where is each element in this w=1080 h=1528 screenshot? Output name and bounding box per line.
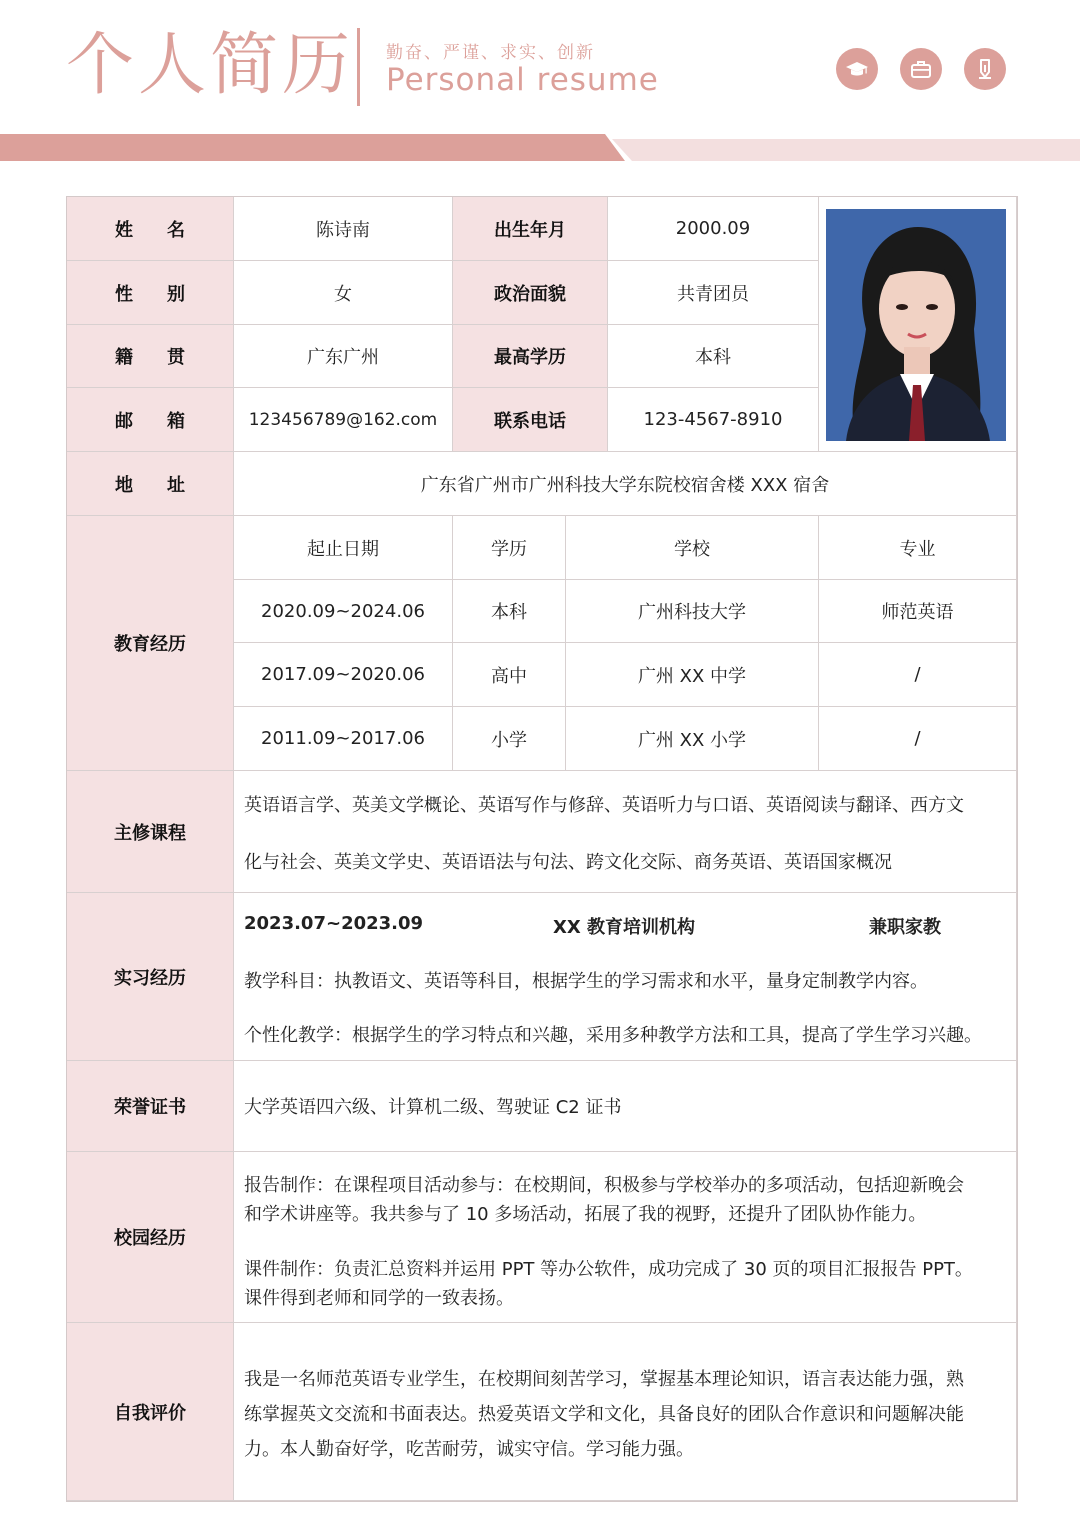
courses-content (234, 771, 1017, 893)
self-eval-line: 练掌握英文交流和书面表达。热爱英语文学和文化，具备良好的团队合作意识和问题解决能 (244, 1404, 964, 1425)
education-row-dates: 2017.09~2020.06 (234, 643, 453, 707)
politics-value: 共青团员 (608, 261, 819, 325)
internship-label: 实习经历 (67, 893, 234, 1061)
header-divider (357, 28, 360, 106)
header-band-light (612, 139, 1080, 161)
courses-label: 主修课程 (67, 771, 234, 893)
campus-content (234, 1152, 1017, 1323)
education-row-major: / (819, 707, 1017, 771)
courses-line: 英语语言学、英美文学概论、英语写作与修辞、英语听力与口语、英语阅读与翻译、西方文 (244, 795, 964, 816)
graduation-cap-icon (836, 48, 878, 90)
campus-line: 和学术讲座等。我共参与了 10 多场活动，拓展了我的视野，还提升了团队协作能力。 (244, 1204, 927, 1225)
education-header-degree: 学历 (453, 516, 566, 580)
email-value: 123456789@162.com (234, 388, 453, 452)
email-label: 邮箱 (67, 388, 234, 452)
internship-period: 2023.07~2023.09 (244, 913, 424, 934)
education-row-major: 师范英语 (819, 580, 1017, 643)
name-value: 陈诗南 (234, 197, 453, 261)
education-row-school: 广州科技大学 (566, 580, 819, 643)
self-eval-line: 我是一名师范英语专业学生，在校期间刻苦学习，掌握基本理论知识，语言表达能力强，熟 (244, 1369, 964, 1390)
education-row-dates: 2011.09~2017.06 (234, 707, 453, 771)
education-row-school: 广州 XX 中学 (566, 643, 819, 707)
self-eval-line: 力。本人勤奋好学，吃苦耐劳，诚实守信。学习能力强。 (244, 1439, 694, 1460)
self-eval-content (234, 1323, 1017, 1501)
hometown-value: 广东广州 (234, 325, 453, 388)
campus-label: 校园经历 (67, 1152, 234, 1323)
phone-value: 123-4567-8910 (608, 388, 819, 452)
degree-value: 本科 (608, 325, 819, 388)
education-header-dates: 起止日期 (234, 516, 453, 580)
hometown-label: 籍贯 (67, 325, 234, 388)
header-band (0, 134, 625, 161)
internship-role: 兼职家教 (869, 917, 941, 938)
gender-label: 性别 (67, 261, 234, 325)
address-label: 地址 (67, 452, 234, 516)
education-row-degree: 高中 (453, 643, 566, 707)
internship-line: 教学科目：执教语文、英语等科目，根据学生的学习需求和水平，量身定制教学内容。 (244, 971, 928, 992)
internship-content (234, 893, 1017, 1061)
birth-value: 2000.09 (608, 197, 819, 261)
pen-icon (964, 48, 1006, 90)
honors-label: 荣誉证书 (67, 1061, 234, 1152)
education-row-dates: 2020.09~2024.06 (234, 580, 453, 643)
internship-org: XX 教育培训机构 (553, 917, 696, 938)
gender-value: 女 (234, 261, 453, 325)
campus-line: 报告制作：在课程项目活动参与：在校期间，积极参与学校举办的多项活动，包括迎新晚会 (244, 1175, 964, 1196)
politics-label: 政治面貌 (453, 261, 608, 325)
education-header-school: 学校 (566, 516, 819, 580)
english-title: Personal resume (386, 62, 659, 98)
education-row-degree: 小学 (453, 707, 566, 771)
degree-label: 最高学历 (453, 325, 608, 388)
education-row-school: 广州 XX 小学 (566, 707, 819, 771)
courses-line: 化与社会、英美文学史、英语语法与句法、跨文化交际、商务英语、英语国家概况 (244, 852, 892, 873)
education-label: 教育经历 (67, 516, 234, 771)
phone-label: 联系电话 (453, 388, 608, 452)
honors-value: 大学英语四六级、计算机二级、驾驶证 C2 证书 (234, 1061, 1017, 1152)
self-eval-label: 自我评价 (67, 1323, 234, 1501)
profile-photo (826, 209, 1006, 441)
motto: 勤奋、严谨、求实、创新 (386, 43, 595, 63)
education-header-major: 专业 (819, 516, 1017, 580)
campus-line: 课件制作：负责汇总资料并运用 PPT 等办公软件，成功完成了 30 页的项目汇报报告 PPT。 (244, 1259, 973, 1280)
birth-label: 出生年月 (453, 197, 608, 261)
education-row-major: / (819, 643, 1017, 707)
education-row-degree: 本科 (453, 580, 566, 643)
briefcase-icon (900, 48, 942, 90)
address-value: 广东省广州市广州科技大学东院校宿舍楼 XXX 宿舍 (234, 452, 1017, 516)
page-title: 个人简历 (66, 26, 355, 105)
internship-line: 个性化教学：根据学生的学习特点和兴趣，采用多种教学方法和工具，提高了学生学习兴趣。 (244, 1025, 982, 1046)
name-label: 姓名 (67, 197, 234, 261)
campus-line: 课件得到老师和同学的一致表扬。 (244, 1288, 514, 1309)
